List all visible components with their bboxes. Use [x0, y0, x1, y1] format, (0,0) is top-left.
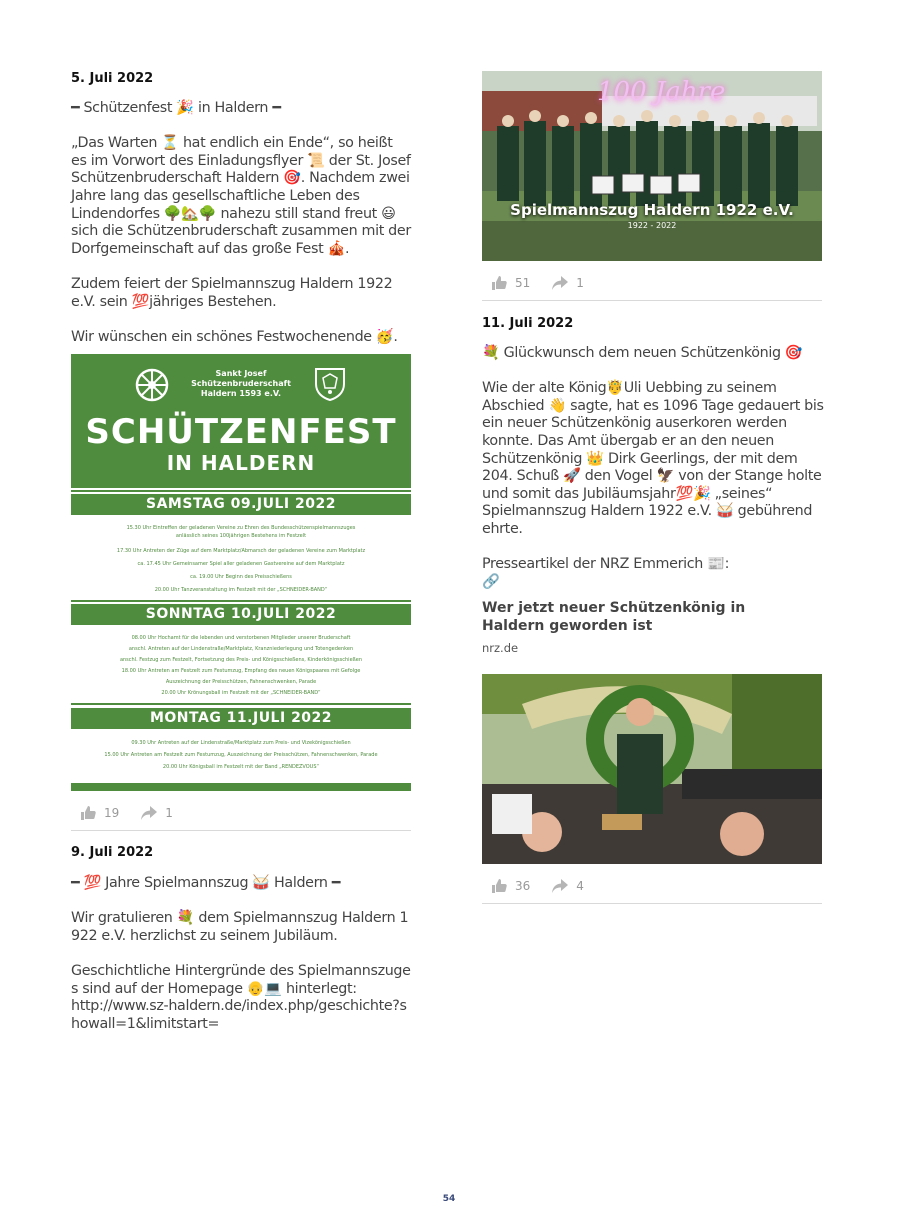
share-count: 4 — [576, 879, 584, 893]
flyer-line: anschl. Festzug zum Festzelt, Fortsetzung des Preis- und Königsschießens, Kinderkönigsschießen — [119, 657, 363, 663]
post-date: 9. Juli 2022 — [71, 845, 154, 860]
like-count: 19 — [104, 806, 120, 820]
photo-caption: Spielmannszug Haldern 1922 e.V. — [510, 201, 794, 219]
flyer-day-bar: SONNTAG 10.JULI 2022 — [71, 604, 411, 625]
flyer-line: 20.00 Uhr Königsball im Festzelt mit der Band „RENDEZVOUS“ — [162, 764, 320, 770]
share-icon[interactable] — [552, 276, 568, 290]
flyer-line: Auszeichnung der Preisschützen, Fahnenschwenken, Parade — [165, 679, 317, 685]
photo-years: 1922 - 2022 — [627, 221, 677, 230]
divider — [482, 300, 822, 301]
flyer-line: ca. 17.45 Uhr Gemeinsamer Spiel aller geladenen Gastvereine auf dem Marktplatz — [137, 561, 345, 567]
flyer-line: anschl. Antreten auf der Lindenstraße/Marktplatz, Kranzniederlegung und Totengedenken — [128, 646, 354, 652]
flyer-line: 15.00 Uhr Antreten am Festzelt zum Festumzug, Auszeichnung der Preisschützen, Fahnenschwenken, Parade — [104, 752, 378, 758]
like-count: 51 — [515, 276, 531, 290]
post-text: ━ 💯 Jahre Spielmannszug 🥁 Haldern ━ Wir gratulieren 💐 dem Spielmannszug Haldern 1922 e.V. herzlichst zu seinem Jubiläum. Geschichtliche Hintergründe des Spielmannszuges sind auf der Homepage 👴💻 hinterlegt: http://www.sz-haldern.de/index.php/geschichte?showall=1&limitstart= — [71, 875, 411, 1032]
post-stats — [491, 875, 606, 897]
flyer-line: anlässlich seines 100jährigen Bestehens im Festzelt — [175, 533, 307, 539]
crest-icon — [313, 366, 347, 402]
share-icon[interactable] — [141, 806, 157, 820]
neon-sign: 100 Jahre — [597, 77, 726, 107]
flyer-line: 20.00 Uhr Krönungsball im Festzelt mit der „SCHNEIDER-BAND“ — [161, 690, 321, 696]
thumbs-up-icon[interactable] — [491, 276, 507, 290]
band-photo — [482, 71, 822, 261]
link-preview-title[interactable]: Wer jetzt neuer Schützenkönig in Haldern geworden ist — [482, 600, 746, 634]
flyer-line: ca. 19.00 Uhr Beginn des Preisschießens — [190, 574, 292, 580]
like-count: 36 — [515, 879, 531, 893]
king-photo — [482, 674, 822, 864]
flyer-line: 20.00 Uhr Tanzveranstaltung im Festzelt mit der „SCHNEIDER-BAND“ — [154, 587, 328, 593]
thumbs-up-icon[interactable] — [80, 806, 96, 820]
post-stats — [80, 802, 195, 824]
flyer-line: 17.30 Uhr Antreten der Züge auf dem Marktplatz/Abmarsch der geladenen Vereine zum Marktplatz — [116, 548, 366, 554]
post-date: 5. Juli 2022 — [71, 71, 154, 86]
flyer-subtitle: IN HALDERN — [166, 451, 316, 475]
divider — [482, 903, 822, 904]
post-stats — [491, 272, 606, 294]
flyer-line: 18.00 Uhr Antreten am Festzelt zum Festumzug, Empfang des neuen Königspaares mit Gefolge — [121, 668, 361, 674]
divider — [71, 830, 411, 831]
flyer-line: 09.30 Uhr Antreten auf der Lindenstraße/Marktplatz zum Preis- und Vizekönigsschießen — [131, 740, 351, 746]
flyer-day-bar: SAMSTAG 09.JULI 2022 — [71, 494, 411, 515]
flyer-title: SCHÜTZENFEST — [85, 412, 397, 452]
post-text: 💐 Glückwunsch dem neuen Schützenkönig 🎯 Wie der alte König🤴Uli Uebbing zu seinem Abschied 👋 sagte, hat es 1096 Tage gedauert bis ein neuer Schützenkönig auserkoren werden konnte. Das Amt übergab er an den neuen Schützenkönig 👑 Dirk Geerlings, der mit dem 204. Schuß 🚀 den Vogel 🦅 von der Stange holte und somit das Jubiläumsjahr💯🎉 „seines“ Spielmannszug Haldern 1922 e.V. 🥁 gebührend ehrte. Presseartikel der NRZ Emmerich 📰: 🔗 — [482, 345, 824, 590]
share-count: 1 — [165, 806, 173, 820]
share-count: 1 — [576, 276, 584, 290]
flyer-organization: Sankt Josef Schützenbruderschaft Haldern 1593 e.V. — [191, 369, 291, 398]
flyer-line: 08.00 Uhr Hochamt für die lebenden und verstorbenen Mitglieder unserer Bruderschaft — [131, 635, 351, 641]
festival-flyer — [71, 354, 411, 791]
flyer-header — [71, 354, 411, 488]
post-text: ━ Schützenfest 🎉 in Haldern ━ „Das Warten ⏳ hat endlich ein Ende“, so heißt es im Vorwort des Einladungsflyer 📜 der St. Josef Schützenbruderschaft Haldern 🎯. Nachdem zwei Jahre lang das gesellschaftliche Leben des Lindendorfes 🌳🏡🌳 nahezu still stand freut 😃 sich die Schützenbruderschaft zusammen mit der Dorfgemeinschaft auf das große Fest 🎪. Zudem feiert der Spielmannszug Haldern 1922 e.V. sein 💯jähriges Bestehen. Wir wünschen ein schönes Festwochenende 🥳. — [71, 100, 411, 345]
thumbs-up-icon[interactable] — [491, 879, 507, 893]
link-preview-host[interactable]: nrz.de — [482, 641, 519, 655]
flyer-line: 15.30 Uhr Eintreffen der geladenen Vereine zu Ehren des Bundesschützenspielmannszuges — [126, 525, 356, 531]
flyer-day-bar: MONTAG 11.JULI 2022 — [71, 708, 411, 729]
page-number: 54 — [442, 1194, 456, 1204]
post-date: 11. Juli 2022 — [482, 316, 574, 331]
share-icon[interactable] — [552, 879, 568, 893]
